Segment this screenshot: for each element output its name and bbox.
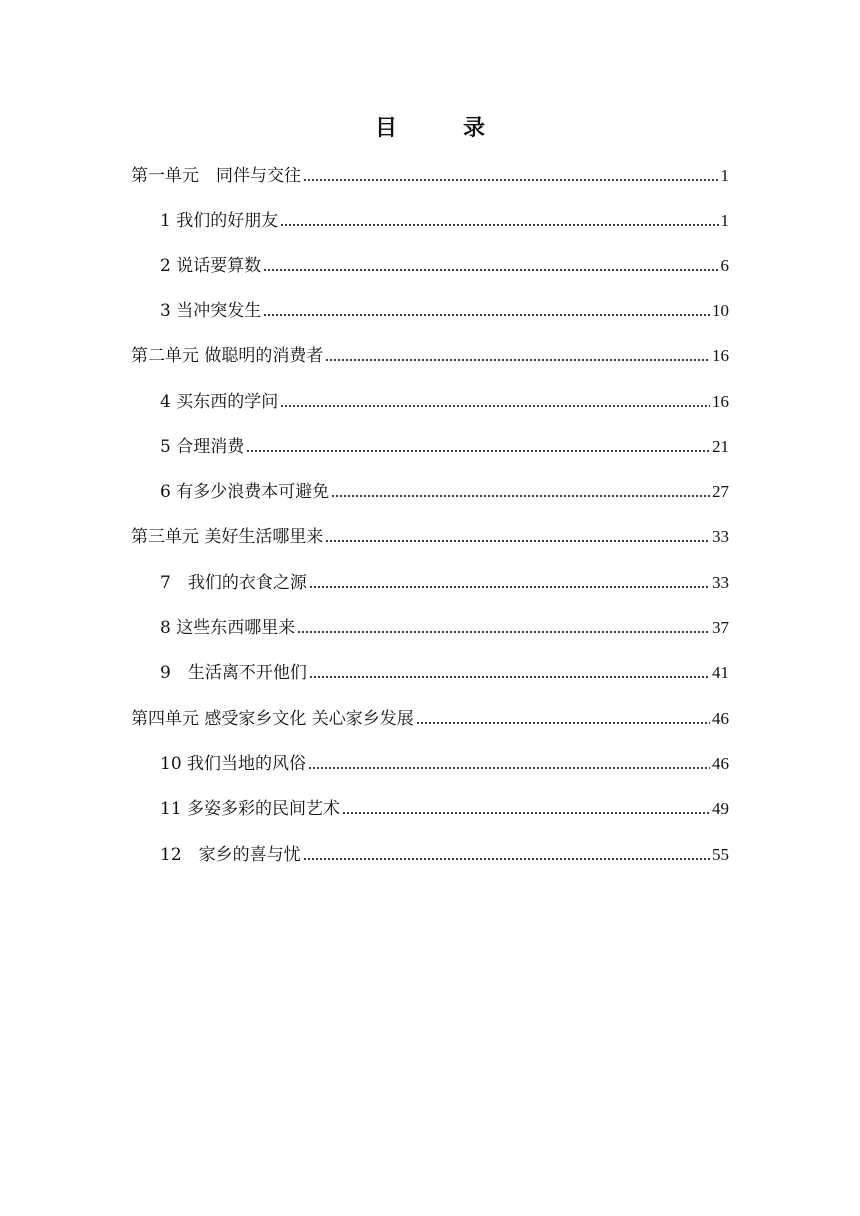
dot-leader	[297, 629, 710, 635]
entry-title: 7 我们的衣食之源	[160, 573, 307, 593]
page-number: 55	[712, 845, 729, 864]
entry-title: 11 多姿多彩的民间艺术	[160, 799, 341, 819]
page-number: 1	[720, 211, 729, 230]
toc-entry-unit-2[interactable]	[131, 343, 729, 369]
entry-title: 第四单元 感受家乡文化 关心家乡发展	[131, 709, 414, 729]
entry-title: 2 说话要算数	[160, 256, 262, 276]
dot-leader	[325, 357, 710, 363]
dot-leader	[325, 538, 710, 544]
page-number: 33	[712, 527, 729, 546]
dot-leader	[416, 720, 710, 726]
page-number: 46	[712, 754, 729, 773]
page-number: 46	[712, 709, 729, 728]
entry-title: 4 买东西的学问	[160, 392, 279, 412]
entry-title: 9 生活离不开他们	[160, 663, 307, 683]
toc-entry-lesson-2[interactable]	[160, 253, 729, 279]
toc-title: 目 录	[374, 116, 507, 141]
toc-entry-lesson-8[interactable]	[160, 615, 729, 641]
toc-entry-unit-1[interactable]	[131, 163, 729, 189]
page-number: 41	[712, 663, 729, 682]
entry-title: 5 合理消费	[160, 437, 245, 457]
toc-entry-lesson-1[interactable]	[160, 208, 729, 234]
toc-entry-lesson-7[interactable]	[160, 570, 729, 596]
entry-title: 第三单元 美好生活哪里来	[131, 527, 324, 547]
page-number: 16	[712, 346, 729, 365]
toc-entry-lesson-3[interactable]	[160, 298, 729, 324]
toc-entry-lesson-6[interactable]	[160, 479, 729, 505]
dot-leader	[309, 674, 710, 680]
dot-leader	[246, 448, 710, 454]
entry-title: 1 我们的好朋友	[160, 211, 279, 231]
page-number: 16	[712, 392, 729, 411]
entry-title: 10 我们当地的风俗	[160, 754, 307, 774]
page-number: 27	[712, 482, 729, 501]
toc-entry-lesson-9[interactable]	[160, 660, 729, 686]
toc-entry-lesson-10[interactable]	[160, 751, 729, 777]
dot-leader	[303, 856, 710, 862]
page-number: 49	[712, 799, 729, 818]
dot-leader	[331, 493, 710, 499]
dot-leader	[342, 810, 710, 816]
dot-leader	[280, 222, 718, 228]
toc-entry-lesson-4[interactable]	[160, 389, 729, 415]
dot-leader	[263, 312, 710, 318]
page-number: 33	[712, 573, 729, 592]
dot-leader	[303, 177, 719, 183]
entry-title: 第一单元 同伴与交往	[131, 166, 301, 186]
toc-entry-lesson-11[interactable]	[160, 796, 729, 822]
dot-leader	[263, 267, 718, 273]
page-number: 37	[712, 618, 729, 637]
entry-title: 6 有多少浪费本可避免	[160, 482, 330, 502]
dot-leader	[280, 403, 710, 409]
page-number: 6	[720, 256, 729, 275]
toc-entry-unit-4[interactable]	[131, 706, 729, 732]
entry-title: 12 家乡的喜与忧	[160, 845, 301, 865]
toc-entry-unit-3[interactable]	[131, 524, 729, 550]
dot-leader	[309, 584, 710, 590]
entry-title: 8 这些东西哪里来	[160, 618, 296, 638]
page-number: 10	[712, 301, 729, 320]
toc-entry-lesson-12[interactable]	[160, 842, 729, 868]
entry-title: 3 当冲突发生	[160, 301, 262, 321]
page-number: 1	[720, 166, 729, 185]
entry-title: 第二单元 做聪明的消费者	[131, 346, 324, 366]
dot-leader	[308, 765, 710, 771]
toc-entry-lesson-5[interactable]	[160, 434, 729, 460]
page-number: 21	[712, 437, 729, 456]
